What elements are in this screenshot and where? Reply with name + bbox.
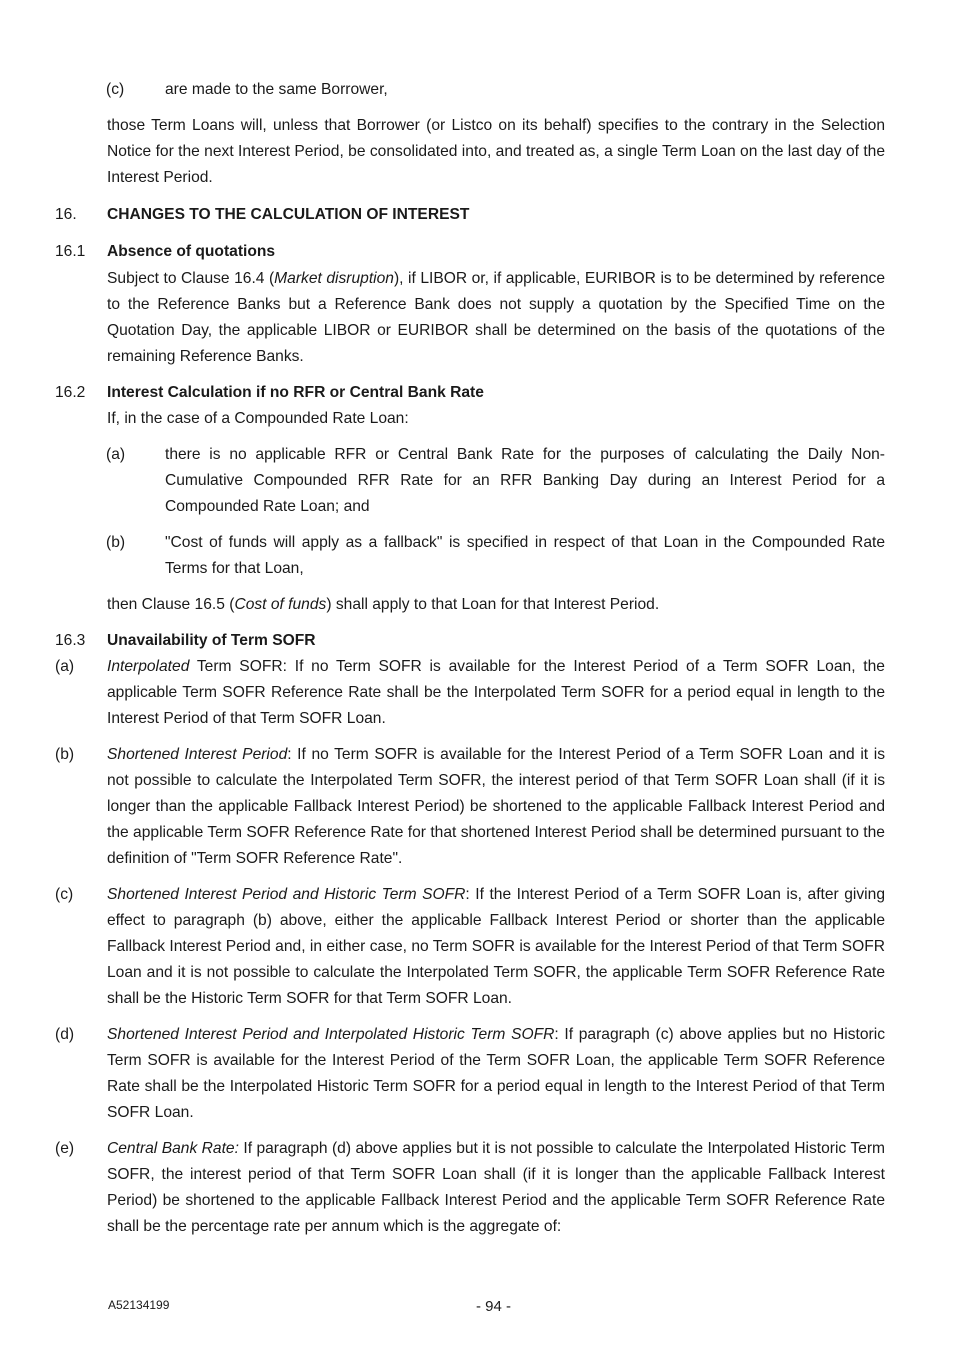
page-number: - 94 - [476,1298,512,1315]
text-segment: : If no Term SOFR is available for the Interest Period of a Term SOFR Loan and it is not possible to calculate the Interpolated Term SOFR, the interest period of that Term SOFR Loan shall (if it is longer than the applicable Fallback Interest Period) be shortened to the applicable Fallback Interest Period and the applicable Term SOFR Reference Rate for that shortened Interest Period shall be determined pursuant to the definition of "Term SOFR Reference Rate". [107,746,885,867]
text-segment: then Clause 16.5 ( [107,596,235,613]
list-label: (b) [55,746,75,763]
list-item-text: there is no applicable RFR or Central Bank Rate for the purposes of calculating the Daily Non-Cumulative Compounded RFR Rate for an RFR Banking Day during an Interest Period for a Compounded Rate Loan; and [165,446,885,515]
list-label: (a) [55,658,75,675]
cross-reference: Cost of funds [234,596,327,613]
list-label: (c) [106,81,125,98]
list-item-text [107,1136,885,1240]
list-label: (a) [106,446,126,463]
list-item-text [107,742,885,872]
clause-16-1-text [107,266,885,370]
item-heading: Interpolated [107,658,190,675]
intro-paragraph: those Term Loans will, unless that Borrower (or Listco on its behalf) specifies to the contrary in the Selection Notice for the next Interest Period, be consolidated into, and treated as, a single Term Loan on the last day of the Interest Period. [107,117,885,186]
text-segment: : If paragraph (c) above applies but no Historic Term SOFR is available for the Interest Period of the Term SOFR Loan, the applicable Term SOFR Reference Rate shall be the Interpolated Historic Term SOFR for a period equal in length to the Interest Period of that Term SOFR Loan. [107,1026,885,1121]
text-segment: ) shall apply to that Loan for that Interest Period. [326,596,660,613]
list-item-text: are made to the same Borrower, [165,81,388,98]
text-segment: ), if LIBOR or, if applicable, EURIBOR is to be determined by reference to the Reference Banks but a Reference Bank does not supply a quotation by the Specified Time on the Quotation Day, the applicable LIBOR or EURIBOR shall be determined on the basis of the quotations of the remaining Reference Banks. [107,270,885,365]
list-label: (c) [55,886,74,903]
list-item-text [107,882,885,1012]
clause-title: Interest Calculation if no RFR or Central Bank Rate [107,384,484,401]
clause-lead: If, in the case of a Compounded Rate Loan: [107,410,409,427]
text-segment: If paragraph (d) above applies but it is not possible to calculate the Interpolated Historic Term SOFR, the interest period of that Term SOFR Loan shall (if it is longer than the applicable Fallback Interest Period) be shortened to the applicable Fallback Interest Period and the applicable Term SOFR Reference Rate shall be the percentage rate per annum which is the aggregate of: [107,1140,886,1235]
list-item-text: "Cost of funds will apply as a fallback" is specified in respect of that Loan in the Compounded Rate Terms for that Loan, [165,534,885,577]
list-label: (d) [55,1026,75,1043]
list-label: (b) [106,534,126,551]
item-heading: Shortened Interest Period and Historic Term SOFR [107,886,466,903]
document-id: A52134199 [108,1298,170,1312]
item-heading: Central Bank Rate: [107,1140,239,1157]
list-label: (e) [55,1140,75,1157]
text-segment: Subject to Clause 16.4 ( [107,270,275,287]
list-item-text [107,1022,885,1126]
text-segment: : If the Interest Period of a Term SOFR Loan is, after giving effect to paragraph (b) above, either the applicable Fallback Interest Period or shorter than the applicable Fallback Interest Period and, in either case, no Term SOFR is available for the Interest Period of that Term SOFR Loan and it is not possible to calculate the Interpolated Term SOFR, the applicable Term SOFR Reference Rate shall be the Historic Term SOFR for that Term SOFR Loan. [107,886,885,1007]
item-heading: Shortened Interest Period and Interpolated Historic Term SOFR [107,1026,555,1043]
item-heading: Shortened Interest Period [107,746,288,763]
list-item-text [107,654,885,732]
clause-number: 16.2 [55,384,86,401]
clause-number: 16.3 [55,632,86,649]
clause-16-2-tail [107,592,885,618]
text-segment: Term SOFR: If no Term SOFR is available for the Interest Period of a Term SOFR Loan, the applicable Term SOFR Reference Rate shall be the Interpolated Term SOFR for a period equal in length to the Interest Period of that Term SOFR Loan. [107,658,885,727]
cross-reference: Market disruption [274,270,394,287]
clause-title: Unavailability of Term SOFR [107,632,316,649]
section-number: 16. [55,206,77,223]
clause-title: Absence of quotations [107,243,276,260]
clause-number: 16.1 [55,243,86,260]
section-title: CHANGES TO THE CALCULATION OF INTEREST [107,206,470,223]
